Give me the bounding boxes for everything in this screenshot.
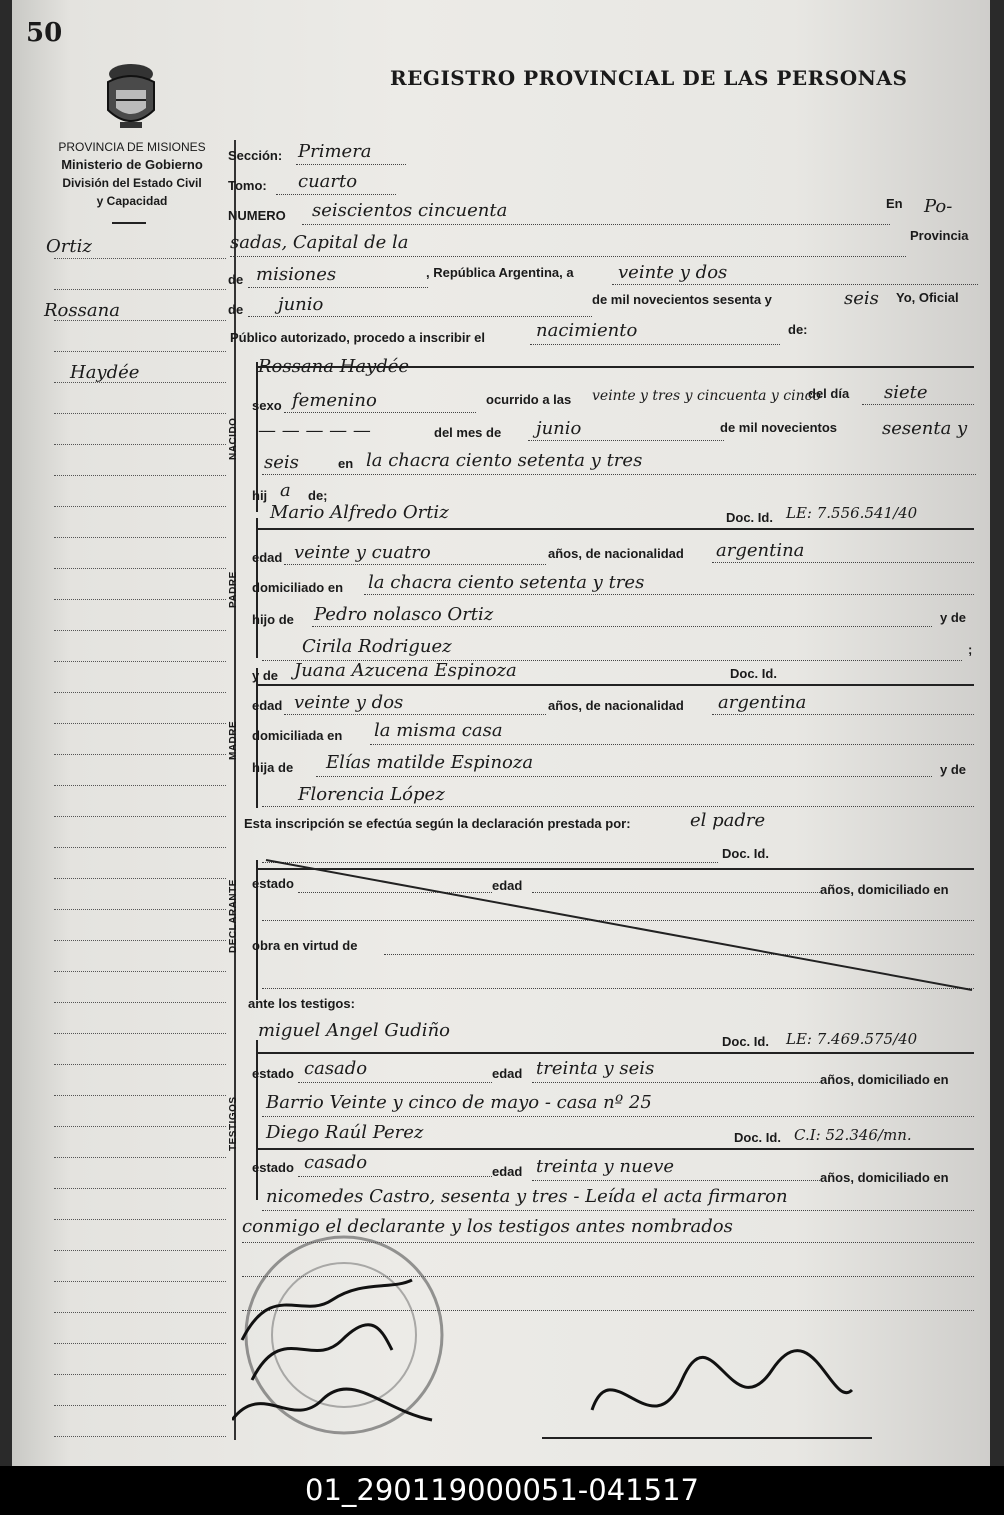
margin-line [54, 1219, 226, 1220]
page-title: REGISTRO PROVINCIAL DE LAS PERSONAS [390, 66, 908, 90]
margin-line [54, 754, 226, 755]
margin-line [54, 940, 226, 941]
padre-doc-value: LE: 7.556.541/40 [786, 504, 918, 522]
madre-anios-label: años, de nacionalidad [548, 698, 684, 713]
org-division: División del Estado Civil [62, 176, 202, 190]
margin-line [54, 1188, 226, 1189]
padre-padre-line [312, 626, 932, 627]
page-number: 50 [26, 18, 63, 48]
padre-dom-line [364, 594, 974, 595]
madre-y-de2-label: y de [940, 762, 967, 777]
record-page [12, 0, 990, 1466]
provincia-label: Provincia [910, 228, 969, 243]
madre-edad-value: veinte y dos [294, 692, 404, 713]
testigo2-anios-label: años, domiciliado en [820, 1170, 949, 1185]
lugar1-value: Po- [924, 196, 953, 217]
margin-line [54, 692, 226, 693]
margin-line [54, 506, 226, 507]
margin-line [54, 1405, 226, 1406]
declarante-doc-label: Doc. Id. [722, 846, 769, 861]
nacido-name: Rossana Haydée [258, 356, 410, 377]
margin-line [54, 351, 226, 352]
en-label: En [886, 196, 903, 211]
org-divider [112, 222, 146, 224]
testigo2-edad-line [532, 1180, 822, 1181]
acto-line [530, 344, 780, 345]
padre-anios-label: años, de nacionalidad [548, 546, 684, 561]
testigo1-doc-value: LE: 7.469.575/40 [786, 1030, 918, 1048]
margin-line [54, 537, 226, 538]
testigo2-doc-value: C.I: 52.346/mn. [794, 1126, 912, 1144]
margin-line [54, 1436, 226, 1437]
testigo1-estado-line [298, 1082, 492, 1083]
padre-dom-value: la chacra ciento setenta y tres [368, 572, 645, 593]
testigo1-estado-value: casado [304, 1058, 368, 1079]
margin-line [54, 1343, 226, 1344]
testigo2-domicilio: nicomedes Castro, sesenta y tres - Leída el acta firmaron [266, 1186, 788, 1207]
lugar2-line [230, 256, 906, 257]
margin-line [54, 444, 226, 445]
declaracion-label: Esta inscripción se efectúa según la declaración prestada por: [244, 816, 631, 831]
padre-doc-label: Doc. Id. [726, 510, 773, 525]
testigo2-edad-value: treinta y nueve [536, 1156, 675, 1177]
declarante-anios-label: años, domiciliado en [820, 882, 949, 897]
margin-line [54, 1374, 226, 1375]
hijo-label: hij [252, 488, 268, 503]
mil-nac-label: de mil novecientos [720, 420, 838, 435]
org-capacity: y Capacidad [96, 194, 168, 208]
margin-name1: Rossana [44, 300, 120, 321]
padre-dom-label: domiciliado en [252, 580, 344, 595]
hijo-de-label: de; [308, 488, 328, 503]
padre-hijo-label: hijo de [252, 612, 294, 627]
margin-line [54, 568, 226, 569]
padre-y-de-label: y de [940, 610, 967, 625]
padre-name: Mario Alfredo Ortiz [270, 502, 449, 523]
madre-topline [256, 684, 974, 686]
margin-line [54, 1002, 226, 1003]
margin-line [54, 1033, 226, 1034]
seccion-label: Sección: [228, 148, 283, 163]
en-nac-label: en [338, 456, 354, 471]
testigo1-name: miguel Angel Gudiño [258, 1020, 450, 1041]
padre-semicolon: ; [968, 642, 973, 657]
margin-line [54, 475, 226, 476]
margin-line [54, 1157, 226, 1158]
padre-edad-line [284, 564, 546, 565]
declarante-estado-label: estado [252, 876, 294, 891]
numero-value: seiscientos cincuenta [312, 200, 508, 221]
seccion-value: Primera [298, 141, 372, 162]
padre-nac-value: argentina [716, 540, 805, 561]
declarante-strike-line [262, 856, 976, 996]
testigo2-dom-line [262, 1210, 974, 1211]
lugar2-value: sadas, Capital de la [230, 232, 409, 253]
testigo1-edad-label: edad [492, 1066, 523, 1081]
testigo2-edad-label: edad [492, 1164, 523, 1179]
org-province: PROVINCIA DE MISIONES [58, 140, 206, 154]
padre-edad-label: edad [252, 550, 283, 565]
sexo-line [284, 412, 476, 413]
margin-line [54, 258, 226, 259]
madre-nac-value: argentina [718, 692, 807, 713]
mil-label: de mil novecientos sesenta y [592, 292, 772, 307]
madre-dom-value: la misma casa [374, 720, 503, 741]
dia-nac-line [862, 404, 974, 405]
padre-padre-value: Pedro nolasco Ortiz [314, 604, 494, 625]
declarante-edad-label: edad [492, 878, 523, 893]
madre-y-de-label: y de [252, 668, 279, 683]
provincial-crest-icon [96, 60, 166, 132]
madre-padre-value: Elías matilde Espinoza [326, 752, 534, 773]
padre-section-label: PADRE [228, 571, 239, 609]
lugar-nac-line [262, 474, 976, 475]
margin-line [54, 320, 226, 321]
madre-hija-label: hija de [252, 760, 294, 775]
dia-line [612, 284, 978, 285]
margin-line [54, 413, 226, 414]
oficial-label: Yo, Oficial [896, 290, 959, 305]
margin-line [54, 1126, 226, 1127]
republica-label: , República Argentina, a [426, 265, 574, 280]
numero-label: NUMERO [228, 208, 286, 223]
margin-line [54, 847, 226, 848]
margin-line [54, 630, 226, 631]
madre-dom-label: domiciliada en [252, 728, 343, 743]
madre-name: Juana Azucena Espinoza [294, 660, 517, 681]
testigo1-dom-line [262, 1116, 974, 1117]
testigos-section-label: TESTIGOS [228, 1096, 239, 1152]
provincia-value: misiones [256, 264, 337, 285]
margin-line [54, 1064, 226, 1065]
margin-line [54, 1312, 226, 1313]
testigo1-estado-label: estado [252, 1066, 294, 1081]
tomo-label: Tomo: [228, 178, 267, 193]
margin-line [54, 599, 226, 600]
testigo1-edad-line [532, 1082, 822, 1083]
madre-padre-line [316, 776, 932, 777]
testigos-ante-label: ante los testigos: [248, 996, 355, 1011]
publico-label: Público autorizado, procedo a inscribir el [230, 330, 485, 345]
testigo2-estado-label: estado [252, 1160, 294, 1175]
signatures-icon [232, 1260, 972, 1460]
org-ministry: Ministerio de Gobierno [61, 157, 203, 172]
hijo-sufijo: a [280, 480, 291, 501]
del-mes-label: del mes de [434, 425, 502, 440]
margin-line [54, 1281, 226, 1282]
padre-madre-value: Cirila Rodriguez [302, 636, 452, 657]
margin-line [54, 723, 226, 724]
margin-line [54, 661, 226, 662]
de-label: de [228, 272, 244, 287]
numero-line [302, 224, 890, 225]
madre-nac-line [712, 714, 974, 715]
margin-line [54, 971, 226, 972]
hora-value: veinte y tres y cincuenta y cinco [592, 388, 821, 404]
margin-line [54, 1095, 226, 1096]
testigo2-estado-line [298, 1176, 492, 1177]
testigos-topline [256, 1052, 974, 1054]
padre-edad-value: veinte y cuatro [294, 542, 431, 563]
declarante-obra-label: obra en virtud de [252, 938, 358, 953]
testigo1-domicilio: Barrio Veinte y cinco de mayo - casa nº 25 [266, 1092, 652, 1113]
testigo1-anios-label: años, domiciliado en [820, 1072, 949, 1087]
testigo2-name: Diego Raúl Perez [266, 1122, 424, 1143]
margin-line [54, 878, 226, 879]
testigo1-edad-value: treinta y seis [536, 1058, 655, 1079]
margin-line [54, 1250, 226, 1251]
ocurrido-label: ocurrido a las [486, 392, 572, 407]
mes-value: junio [278, 294, 324, 315]
madre-doc-label: Doc. Id. [730, 666, 777, 681]
declarante-section-label: DECLARANTE [228, 879, 239, 953]
testigo2-doc-label: Doc. Id. [734, 1130, 781, 1145]
dia-value: veinte y dos [618, 262, 728, 283]
dia-nac-value: siete [884, 382, 928, 403]
madre-section-label: MADRE [228, 720, 239, 760]
sexo-value: femenino [292, 390, 377, 411]
testigo2-topline [256, 1148, 974, 1150]
de-mes-label: de [228, 302, 244, 317]
document-id-footer: 01_290119000051-041517 [0, 1466, 1004, 1515]
de2-label: de: [788, 322, 808, 337]
margin-line [54, 909, 226, 910]
seccion-line [296, 164, 406, 165]
padre-topline [256, 528, 974, 530]
margin-line [54, 785, 226, 786]
margin-line [54, 816, 226, 817]
cierre-text: conmigo el declarante y los testigos antes nombrados [242, 1216, 733, 1237]
padre-nac-line [712, 562, 974, 563]
testigo1-doc-label: Doc. Id. [722, 1034, 769, 1049]
mes-line [248, 316, 592, 317]
margin-line [54, 382, 226, 383]
madre-edad-line [284, 714, 546, 715]
testigo2-estado-value: casado [304, 1152, 368, 1173]
madre-madre-line [262, 806, 974, 807]
madre-dom-line [370, 744, 974, 745]
mes-nac-value: junio [536, 418, 582, 439]
anio-value: seis [844, 288, 879, 309]
testigos-bracket [256, 1040, 258, 1200]
margin-name2: Haydée [70, 362, 140, 383]
declaracion-value: el padre [690, 810, 766, 831]
madre-edad-label: edad [252, 698, 283, 713]
mes-nac-line [528, 440, 724, 441]
provincia-line [248, 287, 428, 288]
margin-surname: Ortiz [46, 236, 92, 257]
sexo-label: sexo [252, 398, 282, 413]
tomo-value: cuarto [298, 171, 358, 192]
anio2-value: seis [264, 452, 299, 473]
madre-madre-value: Florencia López [298, 784, 445, 805]
lugar-nac-value: la chacra ciento setenta y tres [366, 450, 643, 471]
nacido-section-label: NACIDO [228, 417, 239, 461]
del-dia-label: del día [808, 386, 850, 401]
anio1-value: sesenta y [882, 418, 968, 439]
tomo-line [276, 194, 396, 195]
dashes-value: — — — — — [258, 420, 371, 441]
margin-line [54, 289, 226, 290]
acto-value: nacimiento [536, 320, 638, 341]
